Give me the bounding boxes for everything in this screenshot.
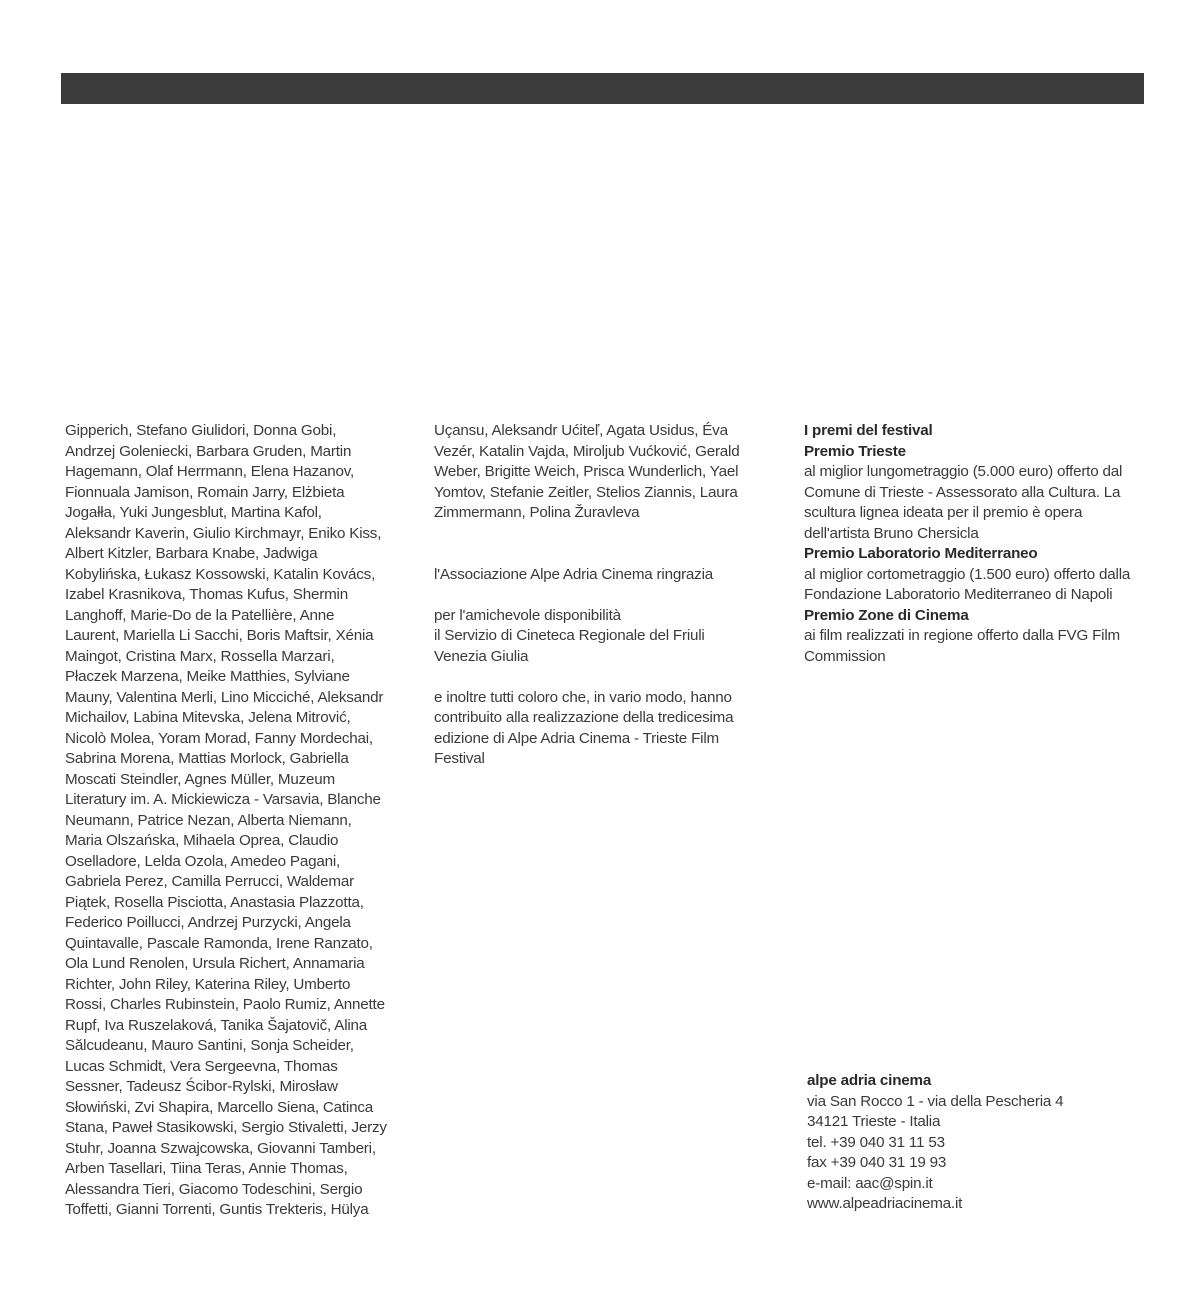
credit-line: Stana, Paweł Stasikowski, Sergio Stivaletti, Jerzy <box>65 1119 387 1136</box>
credit-line: Yomtov, Stefanie Zeitler, Stelios Ziannis, Laura <box>434 483 738 501</box>
awards-column <box>804 421 1130 667</box>
credit-line: Arben Tasellari, Tiina Teras, Annie Thomas, <box>65 1160 348 1177</box>
credit-line: Rupf, Iva Ruszelaková, Tanika Šajatovič, Alina <box>65 1016 368 1034</box>
credit-line: Mauny, Valentina Merli, Lino Micciché, Aleksandr <box>65 688 384 706</box>
credit-line: Alessandra Tieri, Giacomo Todeschini, Sergio <box>65 1180 363 1198</box>
header-bar <box>61 73 1144 104</box>
credit-line: Richter, John Riley, Katerina Riley, Umberto <box>65 975 351 993</box>
credit-line: Maria Olszańska, Mihaela Oprea, Claudio <box>65 832 339 849</box>
thanks-paragraph-2 <box>434 688 739 770</box>
credit-line: Michailov, Labina Mitevska, Jelena Mitrović, <box>65 709 351 726</box>
credit-line: Sălcudeanu, Mauro Santini, Sonja Scheider, <box>65 1037 354 1054</box>
credit-line: Piątek, Rosella Pisciotta, Anastasia Plazzotta, <box>65 893 364 911</box>
credit-line: Hagemann, Olaf Herrmann, Elena Hazanov, <box>65 463 355 480</box>
award-description-line: ai film realizzati in regione offerto dalla FVG Film <box>804 627 1120 644</box>
credit-line: Langhoff, Marie-Do de la Patellière, Anne <box>65 606 335 624</box>
award-description-line: scultura lignea ideata per il premio è opera <box>804 504 1083 521</box>
fax: fax +39 040 31 19 93 <box>807 1154 947 1171</box>
credit-line: Płaczek Marzena, Meike Matthies, Sylviane <box>65 668 350 685</box>
phone: tel. +39 040 31 11 53 <box>807 1133 945 1151</box>
credit-line: Nicolò Molea, Yoram Morad, Fanny Mordechai, <box>65 729 373 747</box>
thanks-line: contribuito alla realizzazione della tredicesima <box>434 709 734 726</box>
award-title: Premio Laboratorio Mediterraneo <box>804 545 1038 562</box>
thanks-column <box>434 421 739 770</box>
credit-line: Vezér, Katalin Vajda, Miroljub Vućković, Gerald <box>434 442 740 460</box>
thanks-line: Venezia Giulia <box>434 647 529 665</box>
credit-line: Uçansu, Aleksandr Ućiteľ, Agata Usidus, Éva <box>434 422 728 439</box>
address-line-1: via San Rocco 1 - via della Pescheria 4 <box>807 1092 1064 1110</box>
credit-line: Fionnuala Jamison, Romain Jarry, Elżbieta <box>65 483 345 501</box>
credits-continued <box>434 421 739 524</box>
credit-line: Federico Poillucci, Andrzej Purzycki, Angela <box>65 914 351 931</box>
credit-line: Gipperich, Stefano Giulidori, Donna Gobi, <box>65 422 337 439</box>
award-description-line: Fondazione Laboratorio Mediterraneo di Napoli <box>804 586 1113 603</box>
credit-line: Maingot, Cristina Marx, Rossella Marzari, <box>65 647 335 665</box>
credit-line: Sabrina Morena, Mattias Morlock, Gabriella <box>65 750 349 767</box>
email-link[interactable]: e-mail: aac@spin.it <box>807 1174 933 1192</box>
credit-line: Gabriela Perez, Camilla Perrucci, Waldemar <box>65 873 354 890</box>
thanks-paragraph-1 <box>434 606 739 668</box>
credit-line: Laurent, Mariella Li Sacchi, Boris Maftsir, Xénia <box>65 627 374 644</box>
credit-line: Kobylińska, Łukasz Kossowski, Katalin Kovács, <box>65 565 376 583</box>
credit-line: Andrzej Goleniecki, Barbara Gruden, Martin <box>65 442 352 460</box>
thanks-line: Festival <box>434 750 485 767</box>
credit-line: Ola Lund Renolen, Ursula Richert, Annamaria <box>65 955 365 972</box>
awards-list <box>804 442 1130 668</box>
awards-heading: I premi del festival <box>804 422 933 439</box>
award-description-line: al miglior cortometraggio (1.500 euro) offerto dalla <box>804 565 1131 583</box>
credit-line: Słowiński, Zvi Shapira, Marcello Siena, Catinca <box>65 1098 373 1116</box>
award-title: Premio Zone di Cinema <box>804 606 969 624</box>
website-link[interactable]: www.alpeadriacinema.it <box>807 1195 963 1212</box>
credit-line: Literatury im. A. Mickiewicza - Varsavia, Blanche <box>65 791 381 808</box>
credit-line: Rossi, Charles Rubinstein, Paolo Rumiz, Annette <box>65 996 385 1013</box>
credit-line: Stuhr, Joanna Szwajcowska, Giovanni Tamberi, <box>65 1139 376 1157</box>
address-line-2: 34121 Trieste - Italia <box>807 1113 941 1130</box>
award-description-line: al miglior lungometraggio (5.000 euro) offerto dal <box>804 463 1123 480</box>
credit-line: Zimmermann, Polina Žuravleva <box>434 504 640 521</box>
credit-line: Izabel Krasnikova, Thomas Kufus, Shermin <box>65 586 348 603</box>
org-name: alpe adria cinema <box>807 1072 932 1089</box>
credits-column <box>65 421 387 1221</box>
credit-line: Aleksandr Kaverin, Giulio Kirchmayr, Eniko Kiss, <box>65 524 382 542</box>
thanks-line: edizione di Alpe Adria Cinema - Trieste Film <box>434 729 719 747</box>
credit-line: Quintavalle, Pascale Ramonda, Irene Ranzato, <box>65 934 373 952</box>
credit-line: Oselladore, Lelda Ozola, Amedeo Pagani, <box>65 852 341 870</box>
credit-line: Weber, Brigitte Weich, Prisca Wunderlich, Yael <box>434 463 739 480</box>
credit-line: Sessner, Tadeusz Ścibor-Rylski, Mirosław <box>65 1078 338 1095</box>
contact-block <box>807 1071 1063 1215</box>
thanks-line: e inoltre tutti coloro che, in vario modo, hanno <box>434 688 732 706</box>
credit-line: Neumann, Patrice Nezan, Alberta Niemann, <box>65 811 352 829</box>
credit-line: Toffetti, Gianni Torrenti, Guntis Trekteris, Hülya <box>65 1201 369 1218</box>
award-title: Premio Trieste <box>804 442 906 460</box>
credit-line: Jogałła, Yuki Jungesblut, Martina Kafol, <box>65 504 322 521</box>
award-description-line: Commission <box>804 647 886 665</box>
credit-line: Lucas Schmidt, Vera Sergeevna, Thomas <box>65 1057 338 1075</box>
thanks-intro: l'Associazione Alpe Adria Cinema ringrazia <box>434 565 713 583</box>
credit-line: Moscati Steindler, Agnes Müller, Muzeum <box>65 770 335 788</box>
award-description-line: Comune di Trieste - Assessorato alla Cultura. La <box>804 483 1121 501</box>
thanks-line: per l'amichevole disponibilità <box>434 606 621 624</box>
credit-line: Albert Kitzler, Barbara Knabe, Jadwiga <box>65 545 318 562</box>
thanks-line: il Servizio di Cineteca Regionale del Friuli <box>434 627 705 644</box>
award-description-line: dell'artista Bruno Chersicla <box>804 524 979 542</box>
